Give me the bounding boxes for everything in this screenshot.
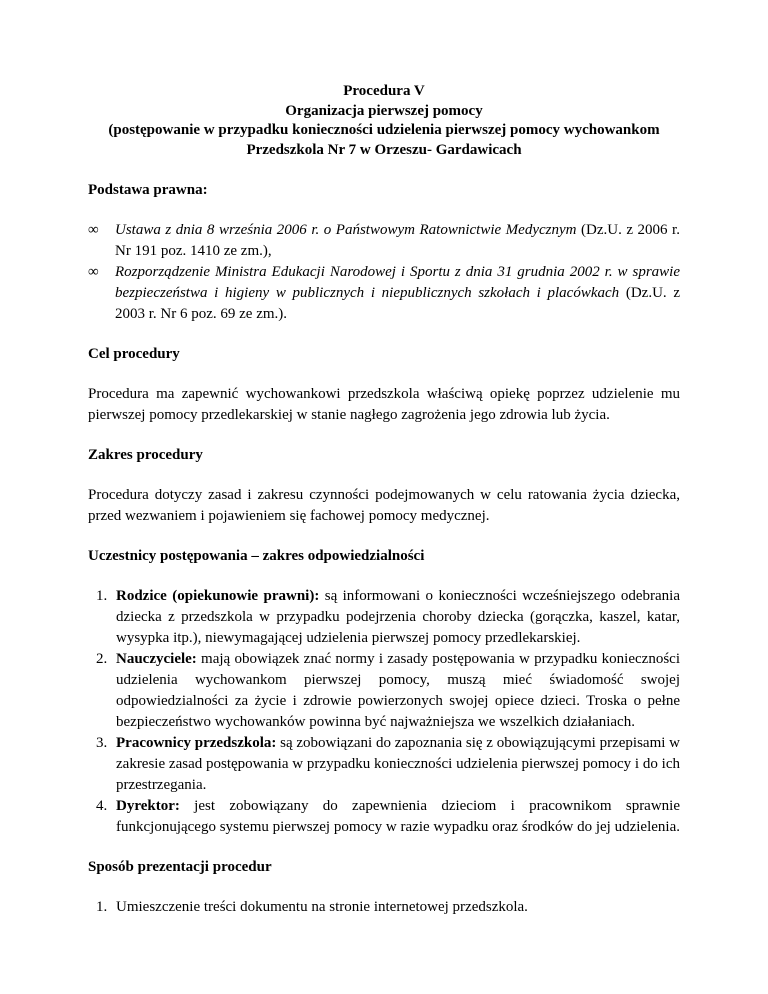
legal-act-title: Ustawa z dnia 8 września 2006 r. o Państwowym Ratownictwie Medycznym <box>115 222 577 238</box>
title-line-4: Przedszkola Nr 7 w Orzeszu- Gardawicach <box>246 141 522 158</box>
participants-heading: Uczestnicy postępowania – zakres odpowiedzialności <box>88 548 425 564</box>
legal-act-citation: (Dz.U. z 2003 r. Nr 6 poz. 69 ze zm.). <box>115 285 681 322</box>
title-line-1: Procedura V <box>343 83 425 99</box>
list-item <box>88 262 680 325</box>
list-item <box>88 897 680 918</box>
participants-section <box>88 546 680 838</box>
goal-heading: Cel procedury <box>88 346 180 362</box>
infinity-bullet-icon: ∞ <box>88 222 99 238</box>
role-label: Rodzice (opiekunowie prawni): <box>116 588 320 604</box>
presentation-section <box>88 857 680 918</box>
item-number: 1. <box>96 588 108 604</box>
document-title <box>88 82 680 160</box>
legal-act-citation: (Dz.U. z 2006 r. Nr 191 poz. 1410 ze zm.), <box>115 222 680 259</box>
scope-heading: Zakres procedury <box>88 447 203 463</box>
scope-text: Procedura dotyczy zasad i zakresu czynności podejmowanych w celu ratowania życia dziecka, przed wezwaniem i pojawieniem się fachowej pomocy medycznej. <box>88 487 680 524</box>
role-description: są informowani o konieczności wcześniejszego odebrania dziecka z przedszkola w przypadku podejrzenia choroby dziecka (gorączka, kaszel, katar, wysypka itp.), niewymagającej udzielenia pierwszej pomocy przedlekarskiej. <box>116 588 680 646</box>
title-line-2: Organizacja pierwszej pomocy <box>285 102 483 119</box>
legal-act-title: Rozporządzenie Ministra Edukacji Narodowej i Sportu z dnia 31 grudnia 2002 r. w sprawie bezpieczeństwa i higieny w publicznych i niepublicznych szkołach i placówkach <box>115 264 680 301</box>
role-label: Pracownicy przedszkola: <box>116 735 277 751</box>
role-description: mają obowiązek znać normy i zasady postępowania w przypadku konieczności udzielenia wychowankom pierwszej pomocy, muszą mieć świadomość swojej odpowiedzialności za życie i zdrowie powierzonych swojej opiece dzieci. Troska o pełne bezpieczeństwo wychowanków powinna być najważniejsza we wszelkich działaniach. <box>116 651 680 730</box>
document-page <box>88 82 680 918</box>
role-description: jest zobowiązany do zapewnienia dzieciom i pracownikom sprawnie funkcjonującego systemu pierwszej pomocy w razie wypadku oraz środków do jej udzielenia. <box>116 798 680 835</box>
goal-section <box>88 344 680 426</box>
legal-basis-list <box>88 220 680 325</box>
presentation-heading: Sposób prezentacji procedur <box>88 859 272 875</box>
item-number: 1. <box>96 899 108 915</box>
list-item <box>88 586 680 649</box>
legal-basis-heading: Podstawa prawna: <box>88 182 208 198</box>
role-label: Nauczyciele: <box>116 651 197 667</box>
infinity-bullet-icon: ∞ <box>88 264 99 280</box>
role-description: są zobowiązani do zapoznania się z obowiązującymi przepisami w zakresie zasad postępowania w przypadku konieczności udzielenia pierwszej pomocy i do ich przestrzegania. <box>116 735 680 793</box>
item-number: 4. <box>96 798 108 814</box>
legal-basis-section <box>88 180 680 325</box>
role-label: Dyrektor: <box>116 798 180 814</box>
presentation-item-text: Umieszczenie treści dokumentu na stronie internetowej przedszkola. <box>116 899 528 915</box>
participants-list <box>88 586 680 838</box>
item-number: 3. <box>96 735 108 751</box>
item-number: 2. <box>96 651 108 667</box>
title-line-3: (postępowanie w przypadku konieczności udzielenia pierwszej pomocy wychowankom <box>108 122 660 138</box>
goal-text: Procedura ma zapewnić wychowankowi przedszkola właściwą opiekę poprzez udzielenie mu pierwszej pomocy przedlekarskiej w stanie nagłego zagrożenia jego zdrowia lub życia. <box>88 386 680 423</box>
list-item <box>88 649 680 733</box>
scope-section <box>88 445 680 527</box>
list-item <box>88 733 680 796</box>
presentation-list <box>88 897 680 918</box>
list-item <box>88 220 680 262</box>
list-item <box>88 796 680 838</box>
